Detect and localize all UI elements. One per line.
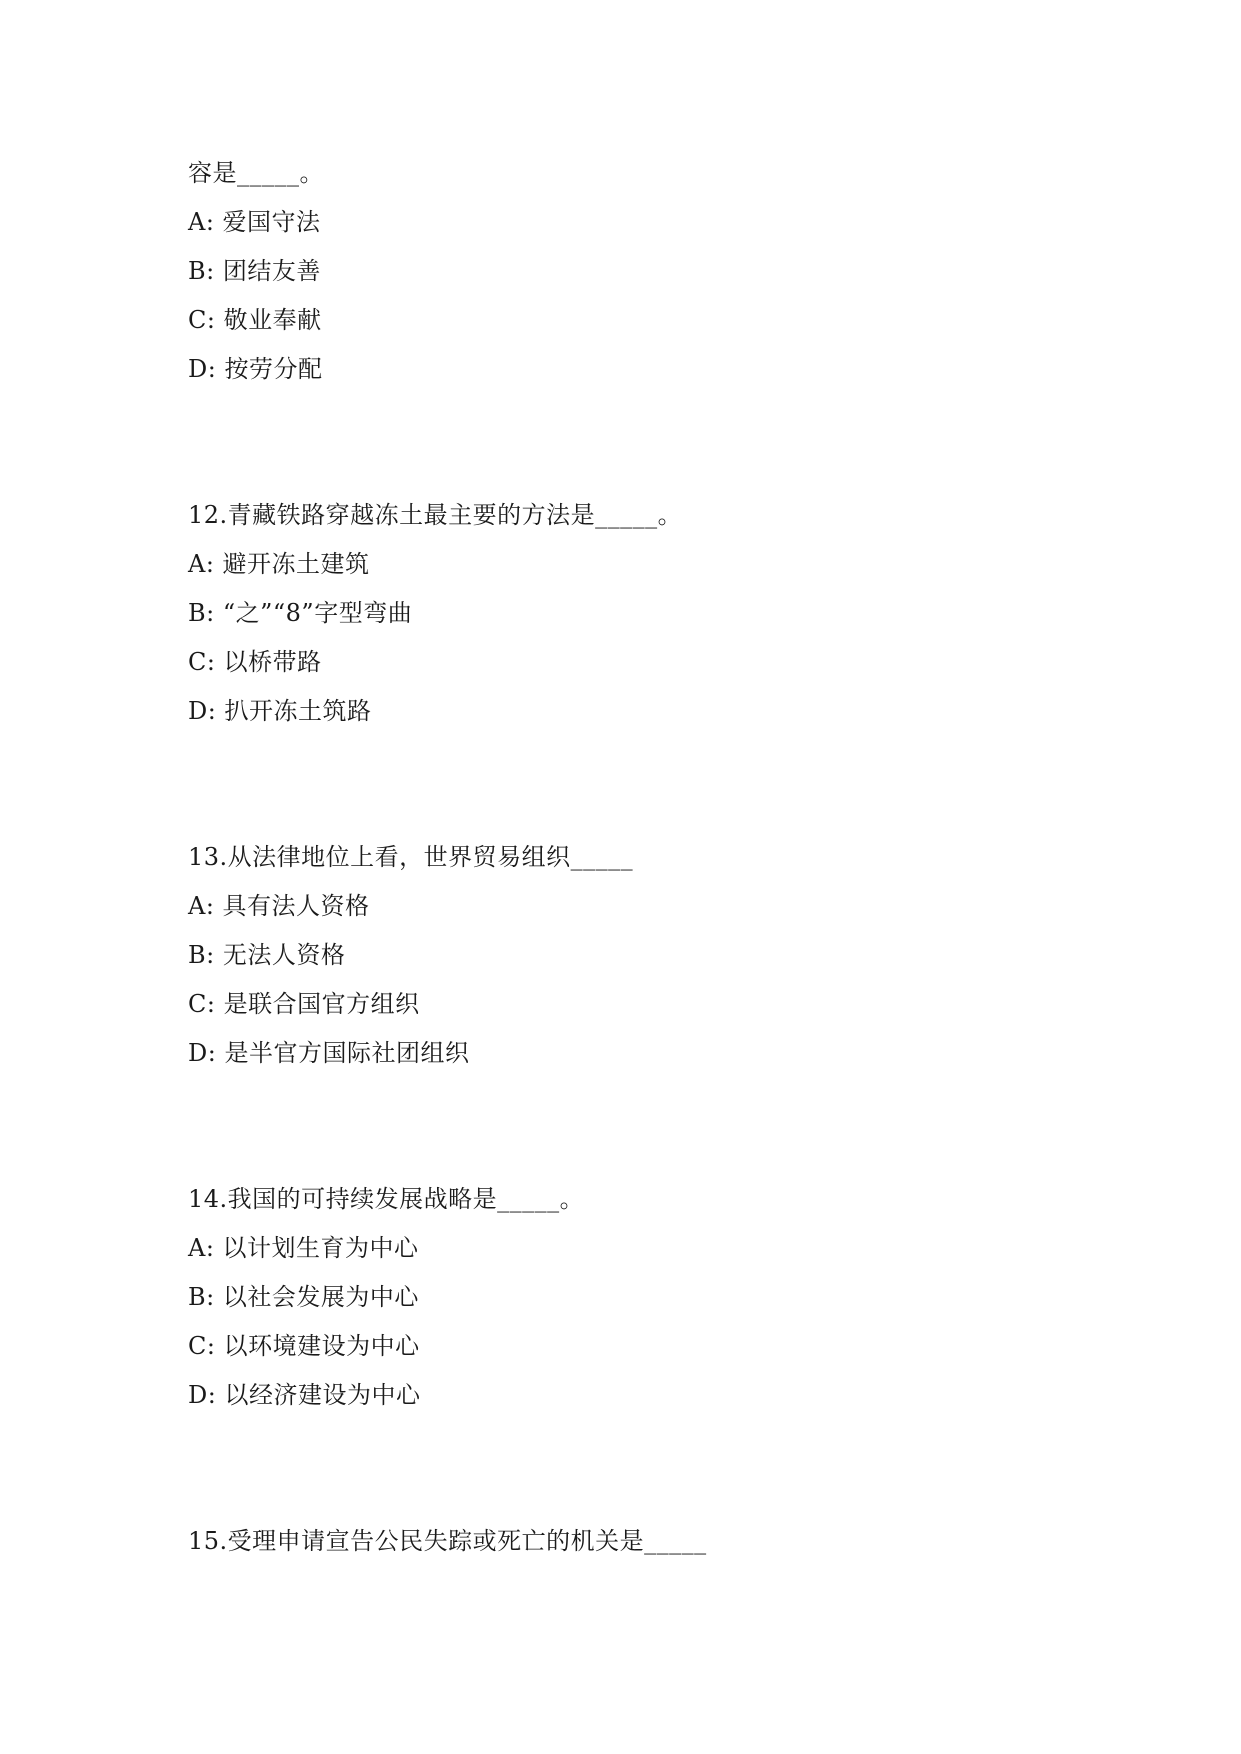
question-14-option-d: D: 以经济建设为中心: [188, 1381, 421, 1409]
question-15-stem: 15.受理申请宣告公民失踪或死亡的机关是_____: [188, 1527, 707, 1555]
question-14-option-a: A: 以计划生育为中心: [188, 1234, 419, 1262]
question-11-stem: 容是_____。: [188, 159, 324, 187]
question-12-option-b: B: “之”“8”字型弯曲: [188, 599, 413, 627]
question-12-option-a: A: 避开冻土建筑: [188, 550, 370, 578]
question-14-stem: 14.我国的可持续发展战略是_____。: [188, 1185, 585, 1213]
question-12-option-c: C: 以桥带路: [188, 648, 322, 676]
question-13-option-a: A: 具有法人资格: [188, 892, 370, 920]
question-14-option-b: B: 以社会发展为中心: [188, 1283, 419, 1311]
question-13-option-d: D: 是半官方国际社团组织: [188, 1039, 470, 1067]
question-13-stem: 13.从法律地位上看，世界贸易组织_____: [188, 843, 634, 871]
question-12-stem: 12.青藏铁路穿越冻土最主要的方法是_____。: [188, 501, 683, 529]
question-12-option-d: D: 扒开冻土筑路: [188, 697, 372, 725]
question-11-option-b: B: 团结友善: [188, 257, 321, 285]
question-11-option-c: C: 敬业奉献: [188, 306, 322, 334]
question-11-option-d: D: 按劳分配: [188, 355, 323, 383]
question-14-option-c: C: 以环境建设为中心: [188, 1332, 420, 1360]
question-11-option-a: A: 爱国守法: [188, 208, 321, 236]
question-13-option-c: C: 是联合国官方组织: [188, 990, 420, 1018]
question-13-option-b: B: 无法人资格: [188, 941, 346, 969]
